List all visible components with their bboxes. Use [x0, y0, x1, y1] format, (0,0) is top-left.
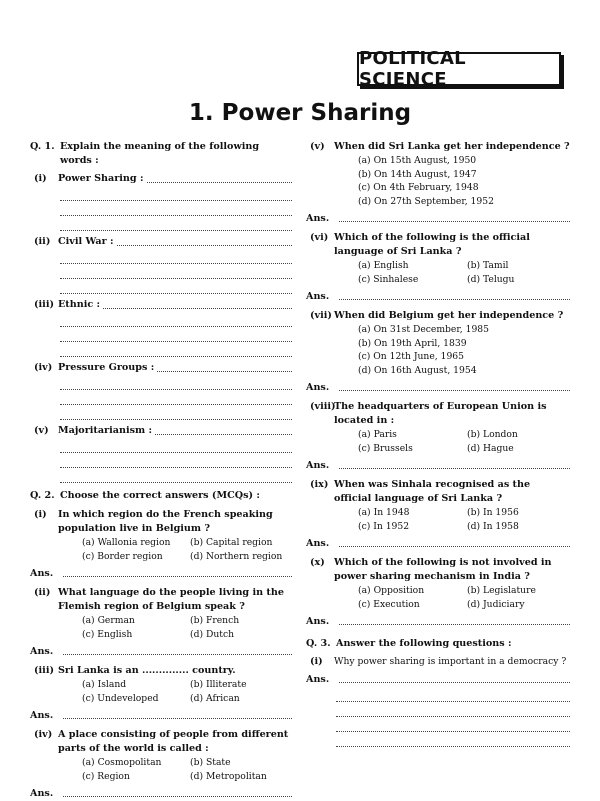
q1-item-number: (iii) — [34, 299, 55, 310]
mcq-option[interactable]: (a) German — [82, 615, 135, 626]
answer-line[interactable] — [60, 468, 292, 483]
ans-label: Ans. — [30, 788, 54, 799]
answer-line[interactable] — [339, 673, 570, 683]
mcq-option[interactable]: (d) Judiciary — [467, 598, 525, 610]
mcq-question: What language do the people living in the Flemish region of Belgium speak ? — [58, 587, 284, 612]
q1-heading — [30, 140, 292, 168]
mcq-item — [306, 478, 570, 551]
mcq-option[interactable]: (b) French — [190, 615, 240, 626]
q2-heading — [30, 489, 292, 503]
q3-text: Answer the following questions : — [336, 638, 512, 649]
answer-line[interactable] — [60, 327, 292, 342]
mcq-item — [30, 728, 292, 801]
answer-line[interactable] — [60, 312, 292, 327]
mcq-question: Which of the following is not involved in power sharing mechanism in India ? — [334, 557, 552, 582]
answer-line[interactable] — [60, 390, 292, 405]
mcq-option[interactable]: (d) Northern region — [190, 550, 283, 562]
mcq-option[interactable]: (c) Sinhalese — [358, 273, 419, 285]
answer-line[interactable] — [157, 361, 292, 372]
q3-question: Why power sharing is important in a democracy ? — [334, 656, 567, 667]
mcq-option[interactable]: (b) In 1956 — [467, 507, 519, 518]
q1-item — [30, 424, 292, 483]
mcq-number: (x) — [310, 557, 325, 568]
answer-line[interactable] — [60, 405, 292, 420]
answer-line[interactable] — [336, 687, 570, 702]
mcq-option[interactable]: (a) Wallonia region — [82, 537, 171, 548]
q3-item-number: (i) — [310, 656, 323, 667]
q1-number: Q. 1. — [30, 141, 55, 152]
mcq-option[interactable]: (a) Cosmopolitan — [82, 757, 162, 768]
q1-item-term: Power Sharing : — [58, 173, 144, 184]
answer-line[interactable] — [339, 290, 570, 300]
answer-line[interactable] — [60, 342, 292, 357]
q2-number: Q. 2. — [30, 490, 55, 501]
ans-label: Ans. — [306, 538, 330, 549]
mcq-number: (iii) — [34, 665, 55, 676]
mcq-option[interactable]: (d) In 1958 — [467, 520, 519, 532]
mcq-option[interactable]: (b) State — [190, 757, 231, 768]
mcq-option[interactable]: (c) Brussels — [358, 442, 413, 454]
mcq-option[interactable]: (b) Illiterate — [190, 679, 247, 690]
q1-item-number: (v) — [34, 425, 49, 436]
mcq-question: Which of the following is the official language of Sri Lanka ? — [334, 232, 530, 257]
right-column — [306, 138, 570, 747]
answer-line[interactable] — [60, 453, 292, 468]
q1-item-number: (i) — [34, 173, 47, 184]
mcq-option[interactable]: (b) Legislature — [467, 585, 536, 596]
mcq-number: (viii) — [310, 401, 336, 412]
mcq-option[interactable]: (d) Telugu — [467, 273, 515, 285]
mcq-number: (vi) — [310, 232, 329, 243]
answer-line[interactable] — [336, 732, 570, 747]
q1-item-term: Majoritarianism : — [58, 425, 153, 436]
mcq-option[interactable]: (b) Tamil — [467, 260, 509, 271]
answer-line[interactable] — [60, 438, 292, 453]
mcq-item — [306, 231, 570, 304]
mcq-number: (v) — [310, 141, 325, 152]
q1-item — [30, 172, 292, 231]
answer-line[interactable] — [60, 186, 292, 201]
answer-line[interactable] — [60, 279, 292, 294]
answer-line[interactable] — [60, 375, 292, 390]
answer-line[interactable] — [117, 235, 292, 246]
mcq-option[interactable]: (a) On 15th August, 1950 — [358, 155, 477, 166]
ans-label: Ans. — [30, 568, 54, 579]
q2-text: Choose the correct answers (MCQs) : — [60, 490, 260, 501]
answer-line[interactable] — [339, 459, 570, 469]
ans-label: Ans. — [306, 674, 330, 685]
mcq-question: A place consisting of people from different parts of the world is called : — [58, 729, 289, 754]
mcq-question: When was Sinhala recognised as the official language of Sri Lanka ? — [334, 479, 531, 504]
mcq-option[interactable]: (b) On 14th August, 1947 — [358, 168, 477, 180]
mcq-option[interactable]: (c) English — [82, 628, 133, 640]
mcq-question: When did Sri Lanka get her independence ? — [334, 141, 570, 152]
mcq-question: When did Belgium get her independence ? — [334, 310, 564, 321]
q3-heading — [306, 637, 570, 651]
mcq-option[interactable]: (d) On 27th September, 1952 — [358, 195, 494, 207]
mcq-number: (i) — [34, 509, 47, 520]
mcq-item — [30, 586, 292, 659]
answer-line[interactable] — [60, 201, 292, 216]
subject-header — [357, 48, 561, 90]
answer-line[interactable] — [60, 216, 292, 231]
mcq-number: (ix) — [310, 479, 329, 490]
answer-line[interactable] — [339, 212, 570, 222]
ans-label: Ans. — [306, 460, 330, 471]
answer-line[interactable] — [63, 645, 292, 655]
mcq-option[interactable]: (d) Dutch — [190, 628, 235, 640]
ans-label: Ans. — [306, 213, 330, 224]
mcq-option[interactable]: (a) Paris — [358, 429, 397, 440]
mcq-option[interactable]: (c) On 12th June, 1965 — [358, 351, 465, 362]
mcq-question: In which region do the French speaking population live in Belgium ? — [58, 509, 273, 534]
mcq-option[interactable]: (d) On 16th August, 1954 — [358, 364, 477, 376]
mcq-option[interactable]: (c) On 4th February, 1948 — [358, 182, 479, 193]
answer-line[interactable] — [63, 567, 292, 577]
ans-label: Ans. — [30, 710, 54, 721]
mcq-option[interactable]: (a) On 31st December, 1985 — [358, 324, 489, 335]
answer-line[interactable] — [339, 615, 570, 625]
mcq-option[interactable]: (c) Region — [82, 770, 130, 782]
mcq-question: The headquarters of European Union is located in : — [334, 401, 547, 426]
answer-line[interactable] — [155, 424, 292, 435]
q1-item — [30, 235, 292, 294]
q1-item-term: Pressure Groups : — [58, 362, 155, 373]
answer-line[interactable] — [60, 249, 292, 264]
mcq-item — [306, 140, 570, 226]
q1-item-number: (ii) — [34, 236, 51, 247]
q1-item-number: (iv) — [34, 362, 53, 373]
answer-line[interactable] — [336, 717, 570, 732]
answer-line[interactable] — [63, 787, 292, 797]
answer-line[interactable] — [339, 537, 570, 547]
ans-label: Ans. — [306, 382, 330, 393]
mcq-option[interactable]: (b) Capital region — [190, 537, 273, 548]
ans-label: Ans. — [30, 646, 54, 657]
mcq-option[interactable]: (a) Opposition — [358, 585, 425, 596]
answer-line[interactable] — [339, 381, 570, 391]
mcq-item — [30, 508, 292, 581]
answer-line[interactable] — [60, 264, 292, 279]
q3-section — [306, 637, 570, 747]
mcq-item — [306, 556, 570, 629]
mcq-option[interactable]: (a) In 1948 — [358, 507, 410, 518]
mcq-option[interactable]: (a) English — [358, 260, 409, 271]
mcq-option[interactable]: (d) Metropolitan — [190, 770, 267, 782]
mcq-number: (ii) — [34, 587, 51, 598]
mcq-option[interactable]: (b) On 19th April, 1839 — [358, 337, 467, 349]
mcq-number: (vii) — [310, 310, 332, 321]
mcq-option[interactable]: (c) Execution — [358, 598, 420, 610]
q1-item — [30, 298, 292, 357]
mcq-option[interactable]: (b) London — [467, 429, 518, 440]
mcq-option[interactable]: (c) Undeveloped — [82, 692, 159, 704]
mcq-item — [306, 400, 570, 473]
subject-label: POLITICAL SCIENCE — [359, 48, 466, 90]
mcq-question: Sri Lanka is an .............. country. — [58, 665, 236, 676]
mcq-option[interactable]: (d) African — [190, 692, 240, 704]
mcq-option[interactable]: (c) In 1952 — [358, 520, 410, 532]
q1-item-term: Ethnic : — [58, 299, 101, 310]
mcq-item — [306, 309, 570, 395]
answer-line[interactable] — [147, 172, 293, 183]
ans-label: Ans. — [306, 291, 330, 302]
q1-text: Explain the meaning of the following words : — [60, 141, 260, 166]
chapter-title: 1. Power Sharing — [188, 100, 412, 126]
mcq-number: (iv) — [34, 729, 53, 740]
mcq-option[interactable]: (a) Island — [82, 679, 127, 690]
ans-label: Ans. — [306, 616, 330, 627]
mcq-option[interactable]: (d) Hague — [467, 442, 514, 454]
mcq-item — [30, 664, 292, 723]
mcq-option[interactable]: (c) Border region — [82, 550, 163, 562]
q1-item — [30, 361, 292, 420]
q1-item-term: Civil War : — [58, 236, 114, 247]
left-column — [30, 138, 292, 801]
q3-number: Q. 3. — [306, 638, 331, 649]
answer-line[interactable] — [103, 298, 292, 309]
answer-line[interactable] — [336, 702, 570, 717]
answer-line[interactable] — [63, 709, 292, 719]
